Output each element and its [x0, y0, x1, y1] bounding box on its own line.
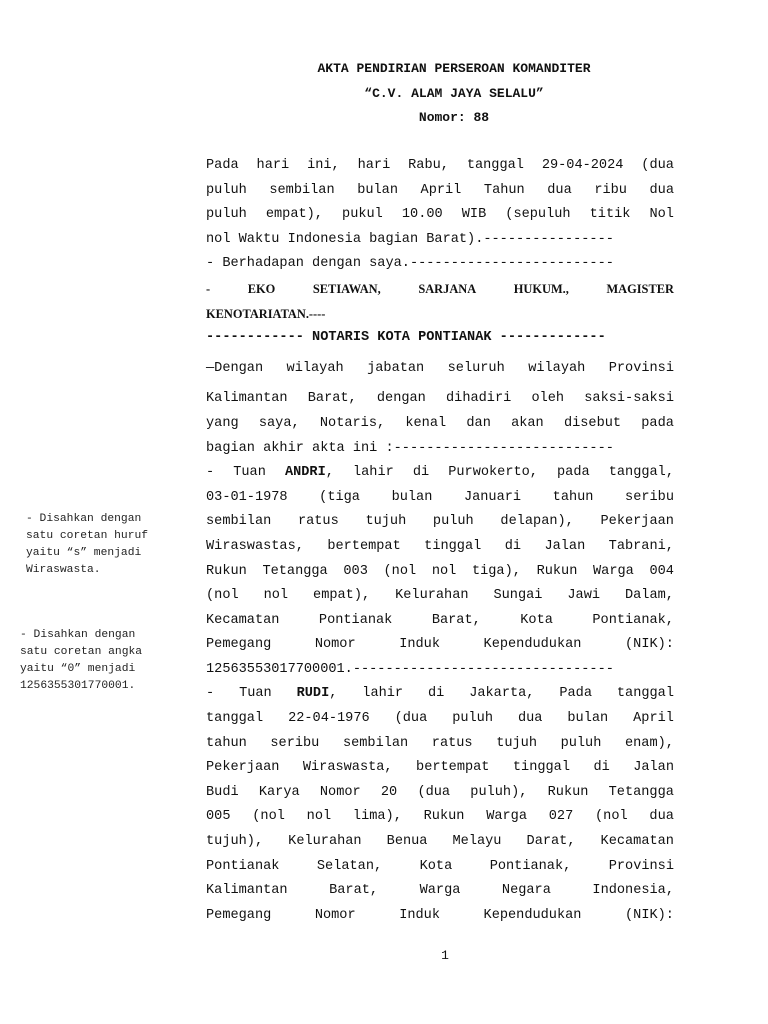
body-line: [206, 707, 674, 732]
body-word: HUKUM.,: [513, 281, 569, 296]
body-word: empat),: [265, 207, 323, 223]
body-line: [206, 805, 674, 830]
body-word: bulan: [567, 711, 609, 727]
margin-note-line: Wiraswasta.: [26, 564, 101, 576]
body-word: EKO: [247, 281, 276, 296]
margin-note-correction-number: [20, 627, 142, 695]
body-line-text: KENOTARIATAN.----: [206, 306, 326, 321]
body-word: ribu: [594, 182, 627, 198]
body-word: nol: [431, 563, 457, 579]
body-word: Januari: [463, 489, 522, 505]
body-word: Jalan: [544, 538, 586, 554]
body-word: Indonesia,: [592, 883, 674, 899]
body-word: tahun: [206, 735, 247, 751]
body-word: sembilan: [342, 735, 409, 751]
body-word: di: [427, 686, 445, 702]
body-word: (NIK):: [625, 637, 674, 653]
body-word: lahir: [352, 465, 394, 481]
body-line: [206, 879, 674, 904]
body-line: [206, 855, 674, 880]
company-name: “C.V. ALAM JAYA SELALU”: [364, 86, 544, 101]
body-word: bulan: [357, 182, 398, 198]
body-word: Rukun: [547, 784, 589, 800]
body-line-text: - Berhadapan dengan saya.-------------------------: [206, 256, 614, 272]
body-line: [206, 756, 674, 781]
body-line-text: 12563553017700001.--------------------------------: [206, 661, 614, 677]
body-word: kenal: [405, 415, 447, 431]
body-word: tanggal,: [608, 465, 674, 481]
body-word: Tuan: [239, 686, 272, 702]
body-word: Induk: [399, 637, 440, 653]
body-line: [206, 486, 674, 511]
body-word: 003: [343, 563, 368, 579]
body-word: Pemegang: [206, 637, 272, 653]
body-word: lahir: [362, 686, 404, 702]
body-word: wilayah: [286, 360, 344, 376]
body-line: [206, 560, 674, 585]
body-word: tujuh),: [206, 834, 264, 850]
body-word: Kalimantan: [206, 391, 288, 407]
body-word: dua: [649, 809, 674, 825]
body-word: sembilan: [269, 182, 335, 198]
body-word: tanggal: [616, 686, 674, 702]
body-word: Selatan,: [316, 858, 383, 874]
body-word: ratus: [297, 514, 339, 530]
body-word: tinggal: [512, 760, 570, 776]
body-line: [206, 461, 674, 486]
body-line: [206, 302, 674, 327]
body-word: saya,: [258, 415, 300, 431]
margin-note-line: satu coretan angka: [20, 646, 143, 658]
body-word: pada: [641, 415, 674, 431]
body-word: tiga),: [471, 563, 521, 579]
body-word: Benua: [386, 834, 428, 850]
body-word: Kependudukan: [483, 637, 582, 653]
body-word: 20: [380, 784, 398, 800]
body-word: empat),: [313, 588, 371, 604]
body-word: Kependudukan: [483, 907, 582, 923]
body-word: disebut: [563, 415, 622, 431]
body-word: bertempat: [416, 760, 490, 776]
body-word: Nomor: [314, 637, 356, 653]
body-word: dua: [517, 711, 543, 727]
body-word: Tabrani,: [608, 538, 674, 554]
body-word: (nol: [252, 809, 285, 825]
body-word: Tuan: [233, 465, 266, 481]
page-number: 1: [441, 948, 449, 963]
margin-note-line: yaitu “s” menjadi: [26, 547, 142, 559]
body-word: Pada: [559, 686, 592, 702]
body-word: Provinsi: [608, 360, 674, 376]
body-line: [206, 633, 674, 658]
body-word: -: [206, 686, 215, 702]
body-word: dua: [649, 182, 674, 198]
body-word: 03-01-1978: [206, 489, 288, 505]
body-word: seribu: [270, 735, 320, 751]
body-word: tanggal: [466, 158, 524, 173]
body-word: Warga: [486, 809, 527, 825]
body-word: akan: [511, 415, 544, 431]
body-word: Jalan: [633, 760, 674, 776]
body-word: pukul: [342, 207, 383, 223]
margin-note-line: yaitu “0” menjadi: [20, 663, 136, 675]
body-word: sembilan: [206, 514, 272, 530]
body-word: Kecamatan: [600, 834, 674, 850]
deed-body: [206, 154, 674, 928]
deed-number: Nomor: 88: [418, 110, 490, 125]
body-word: Kelurahan: [288, 834, 362, 850]
body-word: tinggal: [424, 538, 482, 554]
body-word: saksi-saksi: [584, 391, 674, 407]
body-word: Rukun: [206, 563, 247, 579]
body-word: (nol: [206, 588, 239, 604]
body-word: Pontianak,: [489, 858, 572, 874]
body-word: Wiraswastas,: [206, 538, 304, 554]
body-word: -: [206, 281, 211, 296]
body-line: [206, 387, 674, 412]
body-line: [206, 154, 674, 179]
body-line: [206, 584, 674, 609]
body-word: Pekerjaan: [600, 514, 674, 530]
body-word: (sepuluh: [505, 207, 571, 223]
body-word: MAGISTER: [606, 281, 674, 296]
body-word: Dalam,: [624, 588, 674, 604]
body-word: dan: [466, 415, 491, 431]
body-word: 10.00: [401, 207, 443, 223]
body-word: jabatan: [367, 360, 425, 376]
body-word: (NIK):: [625, 907, 674, 923]
deed-title: AKTA PENDIRIAN PERSEROAN KOMANDITER: [317, 61, 591, 76]
margin-note-line: - Disahkan dengan: [20, 629, 136, 641]
body-line: [206, 179, 674, 204]
body-word: (dua: [641, 158, 674, 173]
body-line-text: bagian akhir akta ini :---------------------------: [206, 440, 614, 456]
body-word: Provinsi: [608, 858, 674, 874]
body-word: Tetangga: [262, 563, 328, 579]
body-line: [206, 203, 674, 228]
body-word: di: [412, 465, 430, 481]
body-word: seluruh: [447, 360, 505, 376]
body-word: Negara: [501, 883, 551, 899]
body-word: puluh),: [470, 784, 528, 800]
body-word: SETIAWAN,: [312, 281, 381, 296]
body-word: WIB: [461, 207, 487, 223]
body-word: Notaris,: [319, 415, 386, 431]
body-word: 29-04-2024: [541, 158, 624, 173]
body-word: Melayu: [452, 834, 502, 850]
body-word: Rukun: [423, 809, 465, 825]
body-line: [206, 412, 674, 437]
body-word: RUDI,: [296, 686, 338, 702]
body-line: [206, 326, 674, 351]
body-line: [206, 252, 674, 277]
body-word: puluh: [560, 735, 602, 751]
body-word: Kota: [520, 612, 553, 628]
body-word: 22-04-1976: [288, 711, 370, 727]
body-word: bertempat: [327, 538, 401, 554]
body-line: [206, 904, 674, 929]
body-word: dihadiri: [446, 391, 512, 407]
body-line: [206, 510, 674, 535]
body-word: puluh: [206, 207, 247, 223]
body-line: [206, 658, 674, 683]
body-word: 005: [206, 809, 231, 825]
body-word: (dua: [394, 711, 428, 727]
body-word: Induk: [399, 907, 440, 923]
body-word: Nol: [649, 207, 674, 223]
body-word: Pada: [206, 158, 239, 173]
margin-note-line: - Disahkan dengan: [26, 513, 142, 525]
body-line: [206, 781, 674, 806]
body-word: Kecamatan: [206, 612, 280, 628]
body-line: [206, 609, 674, 634]
body-line: [206, 357, 674, 382]
body-word: April: [420, 182, 462, 198]
body-word: lima),: [352, 809, 402, 825]
body-word: pada: [557, 465, 590, 481]
body-word: tanggal: [206, 711, 264, 727]
body-word: Nomor: [314, 907, 356, 923]
body-word: Pemegang: [206, 907, 272, 923]
body-word: -: [206, 465, 215, 481]
body-word: Pontianak,: [592, 612, 674, 628]
body-word: Rabu,: [408, 158, 449, 173]
body-word: Wiraswasta,: [302, 760, 393, 776]
body-word: Warga: [419, 883, 461, 899]
body-word: Barat,: [431, 612, 481, 628]
body-word: Kota: [419, 858, 453, 874]
body-word: wilayah: [528, 360, 586, 376]
body-word: Pontianak: [206, 858, 280, 874]
body-word: hari: [357, 158, 391, 173]
body-word: Warga: [593, 563, 634, 579]
body-word: Karya: [258, 784, 300, 800]
body-word: Tetangga: [608, 784, 674, 800]
margin-note-line: satu coretan huruf: [26, 530, 149, 542]
body-word: Barat,: [307, 391, 357, 407]
body-line: [206, 535, 674, 560]
body-word: (nol: [595, 809, 628, 825]
body-word: Kelurahan: [395, 588, 469, 604]
body-word: hari: [256, 158, 290, 173]
body-word: ini,: [307, 158, 340, 173]
body-line: [206, 732, 674, 757]
body-word: —Dengan: [206, 360, 264, 376]
body-word: delapan),: [500, 514, 574, 530]
body-word: Kalimantan: [206, 883, 288, 899]
body-word: Purwokerto,: [448, 465, 538, 481]
body-word: enam),: [624, 735, 674, 751]
body-word: oleh: [531, 391, 565, 407]
body-word: seribu: [625, 489, 674, 505]
body-word: Jakarta,: [469, 686, 535, 702]
body-word: (nol: [383, 563, 417, 579]
body-word: ratus: [431, 735, 473, 751]
body-word: dengan: [376, 391, 426, 407]
body-word: yang: [206, 415, 239, 431]
body-word: di: [593, 760, 610, 776]
body-word: Pontianak: [318, 612, 393, 628]
body-word: puluh: [206, 182, 247, 198]
body-word: Sungai: [493, 588, 543, 604]
body-word: Tahun: [483, 182, 525, 198]
body-line: [206, 830, 674, 855]
body-word: Nomor: [319, 784, 361, 800]
body-line: [206, 437, 674, 462]
body-word: nol: [263, 588, 289, 604]
body-word: SARJANA: [418, 281, 477, 296]
body-line: [206, 228, 674, 253]
body-word: Budi: [206, 784, 239, 800]
body-word: puluh: [452, 711, 493, 727]
margin-note-line: 1256355301770001.: [20, 680, 136, 692]
body-word: Darat,: [526, 834, 576, 850]
body-word: April: [633, 711, 674, 727]
body-word: nol: [306, 809, 332, 825]
body-word: Pekerjaan: [206, 760, 280, 776]
body-line-text: nol Waktu Indonesia bagian Barat).----------------: [206, 231, 614, 247]
body-word: tujuh: [365, 514, 407, 530]
body-word: Rukun: [536, 563, 578, 579]
body-word: bulan: [391, 489, 433, 505]
body-word: (dua: [417, 784, 451, 800]
body-word: Barat,: [329, 883, 379, 899]
body-line: [206, 277, 674, 302]
body-word: tujuh: [496, 735, 537, 751]
body-word: 004: [649, 563, 674, 579]
body-word: dua: [547, 182, 572, 198]
body-word: titik: [589, 207, 631, 223]
body-word: Jawi: [567, 588, 601, 604]
body-word: di: [504, 538, 522, 554]
body-line-text: ------------ NOTARIS KOTA PONTIANAK -------------: [206, 330, 606, 346]
body-word: (tiga: [319, 489, 360, 505]
body-line: [206, 682, 674, 707]
margin-note-correction-letter: [26, 511, 148, 579]
body-word: puluh: [432, 514, 474, 530]
body-word: 027: [548, 809, 574, 825]
body-word: tahun: [552, 489, 594, 505]
body-word: ANDRI,: [284, 465, 334, 481]
